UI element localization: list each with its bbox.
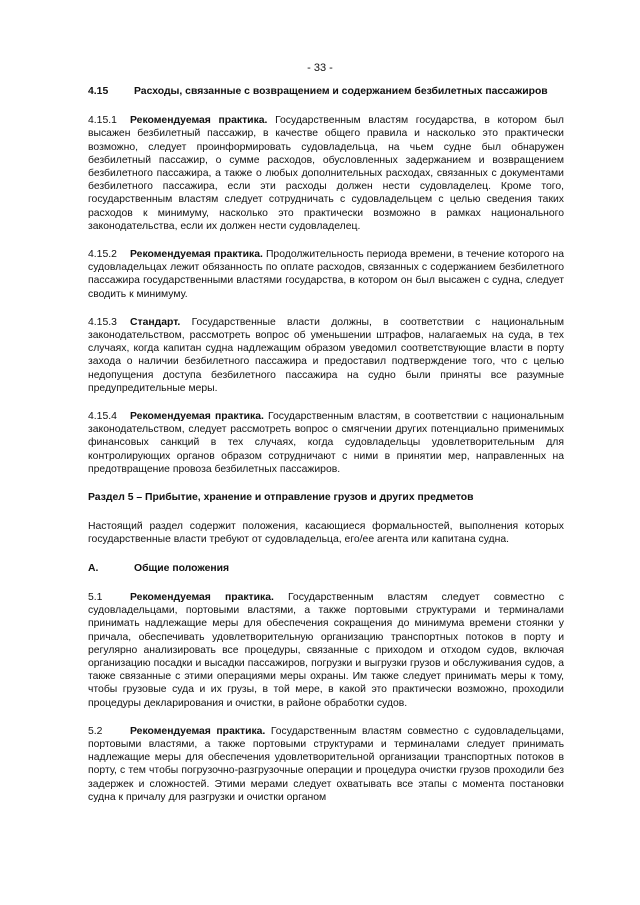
section-5-intro: Настоящий раздел содержит положения, касающиеся формальностей, выполнения которых государственные власти требуют от судовладельца, его/ее агента или капитана судна. <box>88 521 564 546</box>
paragraph-4-15-2 <box>88 248 564 301</box>
subsection-title: Общие положения <box>134 562 230 574</box>
paragraph-text: Государственные власти должны, в соответствии с национальным законодательством, рассмотреть вопрос об уменьшении штрафов, налагаемых на суда, в тех случаях, когда капитан судна надлежащим образом уведомил соответствующие власти в порту захода о наличии безбилетного пассажира и предоставил подтверждение того, что с целью недопущения доступа безбилетного пассажира на судно были приняты все разумные предупредительные меры. <box>88 316 565 394</box>
paragraph-label: Рекомендуемая практика. <box>130 725 266 737</box>
paragraph-number: 4.15.4 <box>88 411 117 423</box>
paragraph-number: 4.15.3 <box>88 316 117 328</box>
paragraph-number: 4.15.2 <box>88 249 117 261</box>
heading-title: Расходы, связанные с возвращением и содержанием безбилетных пассажиров <box>134 86 548 97</box>
paragraph-text: Продолжительность периода времени, в течение которого на судовладельцах лежит обязанность по оплате расходов, связанных с содержанием безбилетного пассажира государственными властями государства, в котором он был высажен с судна, следует сводить к минимуму. <box>88 249 564 300</box>
paragraph-text: Государственным властям государства, в котором был высажен безбилетный пассажир, в качестве общего правила и насколько это практически возможно, следует проинформировать судовладельца, на чьем судне был обнаружен безбилетный пассажир, о сумме расходов, обусловленных задержанием и возвращением безбилетного пассажира, а также о любых дополнительных расходах, связанных с документами безбилетного пассажира, если эти расходы должен нести судовладелец. Кроме того, государственным властям следует сотрудничать с судовладельцем с целью сведения таких расходов к минимуму, насколько это практически возможно в рамках национального законодательства, если их должен нести судовладелец. <box>88 115 564 232</box>
paragraph-label: Рекомендуемая практика. <box>130 249 263 261</box>
paragraph-4-15-3 <box>88 316 564 395</box>
paragraph-text: Государственным властям совместно с судовладельцами, портовыми властями, а также портовыми структурами и терминалами следует принимать надлежащие меры для обеспечения удовлетворительной организации транспортных потоков в порту, с тем чтобы погрузочно-разгрузочные операции и процедура очистки грузов проходили без задержек и сложностей. Этими мерами следует охватывать все этапы с момента постановки судна к причалу для разгрузки и очистки органом <box>88 725 564 803</box>
paragraph-label: Стандарт. <box>130 316 181 328</box>
document-body <box>88 85 564 819</box>
section-heading-4-15 <box>88 85 564 98</box>
page-number: - 33 - <box>307 62 333 74</box>
paragraph-number: 5.1 <box>88 591 103 603</box>
paragraph-4-15-4 <box>88 410 564 476</box>
paragraph-text: Государственным властям, в соответствии с национальным законодательством, следует рассмотреть вопрос о смягчении других потенциально применимых финансовых санкций в тех случаях, когда судовладельцы удовлетворительным для контролирующих органов образом сотрудничают с ними в принятии мер, направленных на предотвращение провоза безбилетных пассажиров. <box>88 411 565 475</box>
paragraph-text: Государственным властям следует совместно с судовладельцами, портовыми властями, а также портовыми структурами и терминалами принимать надлежащие меры для обеспечения сокращения до минимума времени стоянки у причала, обеспечивать удовлетворительную организацию транспортных потоков в порту и регулярно анализировать все процедуры, связанные с приходом и отходом судов, включая организацию посадки и высадки пассажиров, погрузки и выгрузки грузов и обслуживания судов, а также связанные с этими операциями меры охраны. Им также следует принимать меры к тому, чтобы грузовые суда и их грузы, в той мере, в какой это практически возможно, проходили процедуры декларирования и очистки, в районе обработки судов. <box>88 591 564 709</box>
heading-number: 4.15 <box>88 86 109 97</box>
paragraph-4-15-1 <box>88 114 564 233</box>
section-5-heading: Раздел 5 – Прибытие, хранение и отправление грузов и других предметов <box>88 492 474 504</box>
paragraph-label: Рекомендуемая практика. <box>130 411 264 423</box>
subsection-letter: A. <box>88 562 99 574</box>
paragraph-number: 4.15.1 <box>88 115 117 127</box>
paragraph-label: Рекомендуемая практика. <box>130 115 268 127</box>
subsection-a-heading <box>88 562 564 575</box>
paragraph-number: 5.2 <box>88 725 103 737</box>
paragraph-label: Рекомендуемая практика. <box>130 591 274 603</box>
paragraph-5-2 <box>88 725 564 804</box>
paragraph-5-1 <box>88 591 564 710</box>
